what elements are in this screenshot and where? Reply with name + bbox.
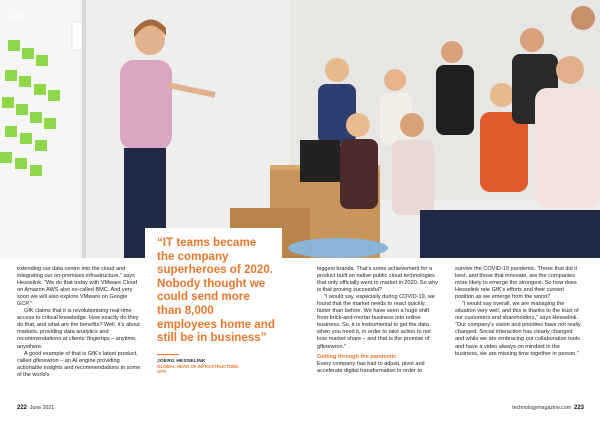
issue-date: June 2021 bbox=[29, 405, 55, 411]
paragraph: biggest brands. That’s some achievement for a product built on native public cloud technologies that only officially went to market in 2020. So why is that proving successful? bbox=[317, 266, 439, 294]
article-column-2 bbox=[317, 266, 440, 375]
article-column-3 bbox=[455, 266, 583, 358]
page-number-left: 222 bbox=[17, 405, 28, 411]
article-column-1 bbox=[17, 266, 143, 379]
paragraph: Every company has had to adjust, pivot and accelerate digital transformation in order to bbox=[317, 360, 425, 374]
magazine-website: technologymagazine.com bbox=[512, 405, 572, 411]
paragraph: “I would say, especially during COVID-19, we found that the market needs to react quickly, faster than before. We have seen a huge shift from brick-and-mortar business into online business. So, it is instrumental to get the data when you need it, in order to take action to not lose market share – and that is the promise of gfknewron.” bbox=[317, 294, 435, 350]
pull-quote-text: “IT teams became the company superheroes of 2020. Nobody thought we could send more than 8,000 employees home and still be in business” bbox=[157, 236, 275, 345]
pull-quote bbox=[145, 228, 282, 388]
paragraph: survive the COVID-19 pandemic. Those that did it best, and those that innovate, are the companies more likely to emerge the strongest. So how does Hesselink rate GfK’s efforts and their current position as we emerge from the worst? bbox=[455, 266, 577, 301]
quote-attribution-role: GLOBAL HEAD OF INFRASTRUCTURE, bbox=[157, 363, 240, 369]
paragraph: “I would say overall, we are managing the situation very well, and this is thanks to the trust of our customers and shareholders,” says Hesselink. “Our company’s vision and priorities have not really changed. Social interaction has clearly changed and while we are embracing our collaboration tools and have a video always-on mindset in the business, we are missing time together in person.” bbox=[455, 301, 581, 357]
section-tag: GFK bbox=[11, 14, 28, 21]
paragraph: extending our data centre into the cloud and integrating our on-premises infrastructure,” says Hesselink. “We do that today with VMware Cloud on Amazon AWS also so-called BMC. And very soon we will also explore VMware on Google GCP.” bbox=[17, 266, 138, 308]
page-number-right: 223 bbox=[573, 405, 584, 411]
paragraph: A good example of that is GfK’s latest product, called gfknewron – an AI engine providing actionable insights and recommendations to some of the world’s bbox=[17, 350, 141, 378]
paragraph: GfK claims that it is revolutionising real-time access to critical knowledge. How exactly do they do that, and what are the benefits? Well, it’s about markets, providing data analytics and recommendations at clients’ fingertips – anytime, anywhere. bbox=[17, 308, 140, 350]
quote-attribution-name: JOERG HESSELINK bbox=[157, 358, 206, 364]
quote-attribution-company: GFK bbox=[157, 369, 167, 375]
quote-divider bbox=[157, 354, 179, 355]
footer-left bbox=[17, 405, 54, 411]
section-subheading: Getting through the pandemic bbox=[317, 353, 397, 360]
footer-right bbox=[512, 405, 584, 411]
